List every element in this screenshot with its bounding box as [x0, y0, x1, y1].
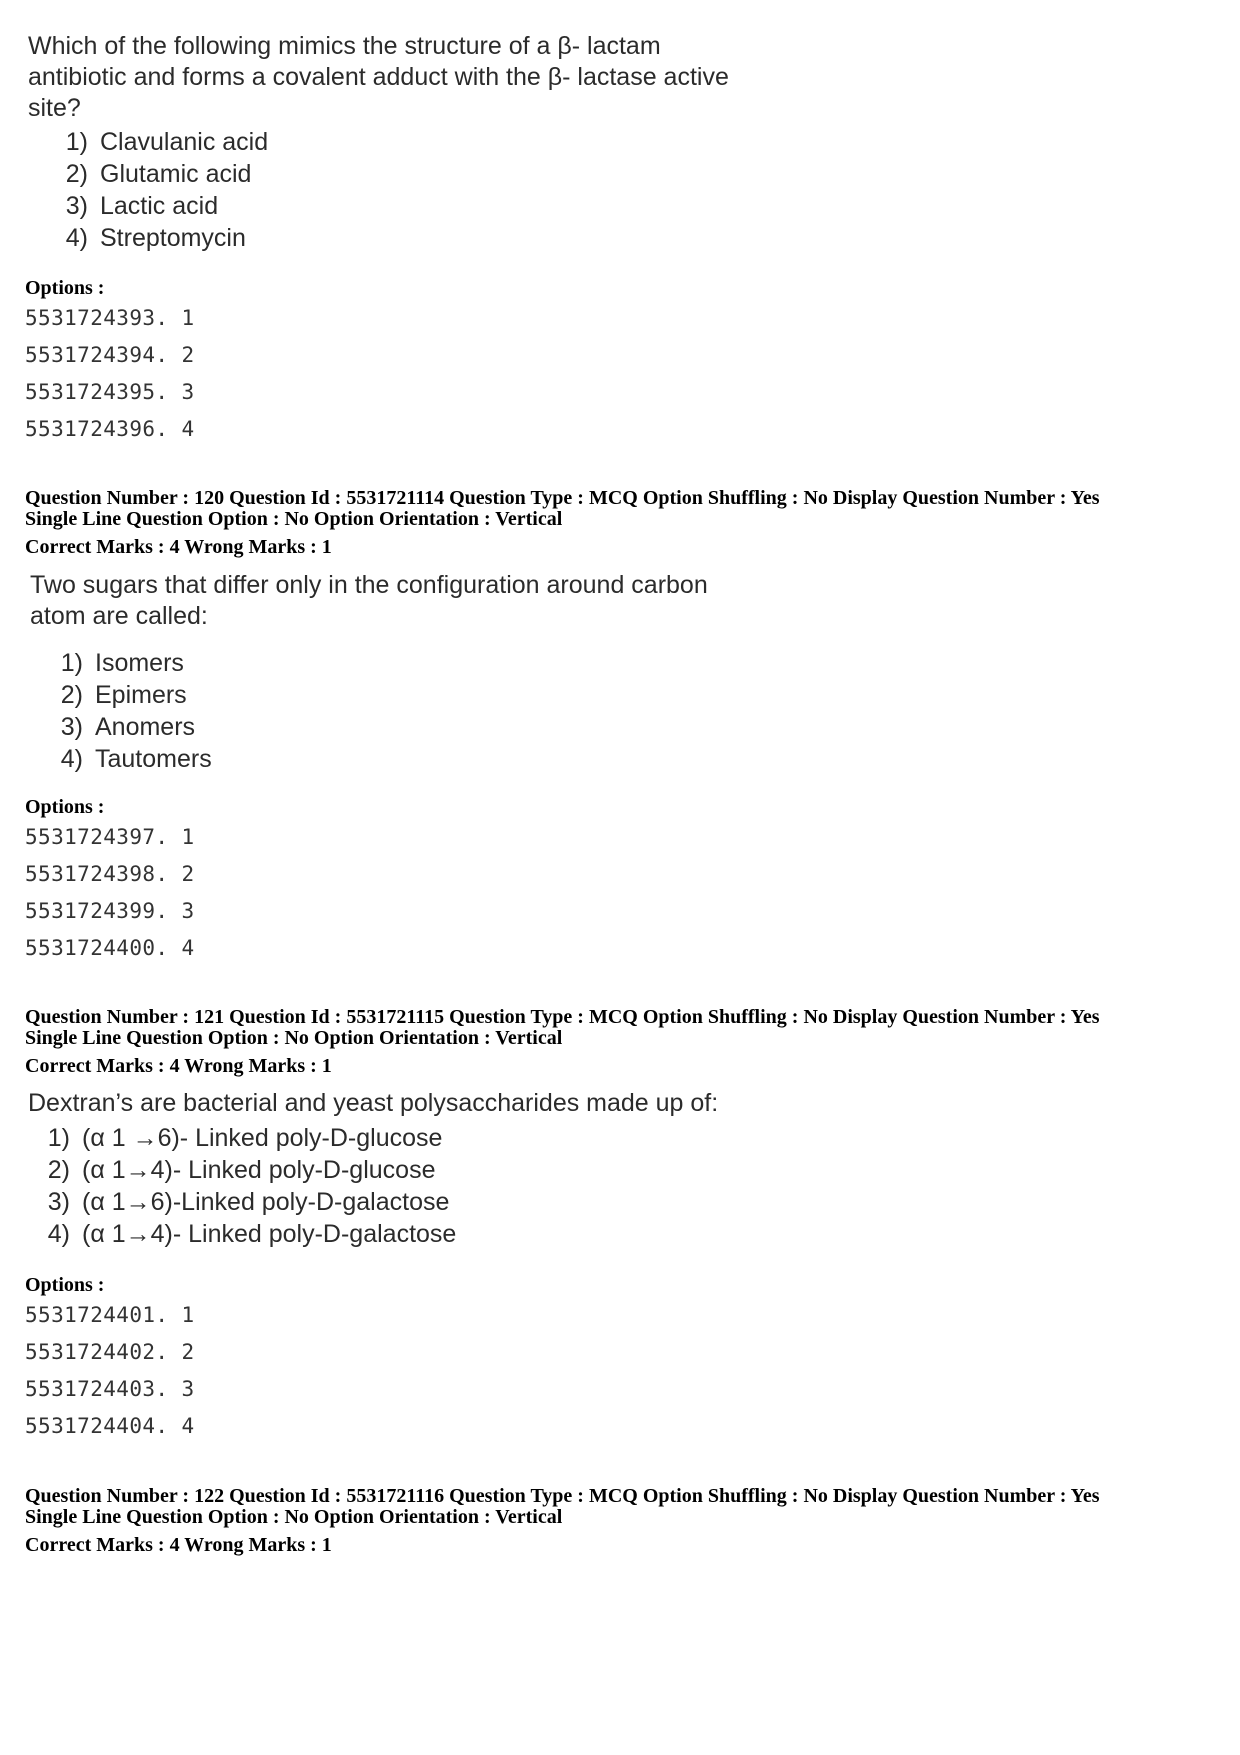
option-id: 5531724397. 1: [25, 825, 195, 849]
choice-number: 1): [60, 649, 83, 677]
question-120-marks: Correct Marks : 4 Wrong Marks : 1: [25, 536, 332, 558]
option-id: 5531724401. 1: [25, 1303, 195, 1327]
choice-text: (α 1→4)- Linked poly-D-galactose: [82, 1220, 457, 1248]
choice-text: Isomers: [95, 649, 184, 677]
choice-number: 1): [47, 1124, 70, 1152]
question-119-stem-line-3: site?: [28, 94, 81, 122]
question-119-choice-3: [50, 194, 218, 219]
choice-number: 2): [65, 160, 88, 188]
choice-text: Epimers: [95, 681, 187, 709]
question-121-marks: Correct Marks : 4 Wrong Marks : 1: [25, 1055, 332, 1077]
question-120-stem-line-2: atom are called:: [30, 602, 208, 630]
choice-text: Lactic acid: [100, 192, 219, 220]
question-121-meta-line-1: Question Number : 121 Question Id : 5531721115 Question Type : MCQ Option Shuffling : No Display Question Number : Yes: [25, 1006, 1100, 1028]
choice-text: (α 1→4)- Linked poly-D-glucose: [82, 1156, 436, 1184]
question-120-choice-1: [45, 651, 184, 676]
option-id: 5531724404. 4: [25, 1414, 195, 1438]
question-121-meta-line-2: Single Line Question Option : No Option Orientation : Vertical: [25, 1027, 563, 1049]
question-121-stem-line-1: Dextran’s are bacterial and yeast polysaccharides made up of:: [28, 1089, 719, 1117]
choice-number: 4): [47, 1220, 70, 1248]
choice-number: 3): [47, 1188, 70, 1216]
choice-number: 2): [47, 1156, 70, 1184]
choice-number: 1): [65, 128, 88, 156]
option-id: 5531724399. 3: [25, 899, 195, 923]
question-121-choice-2: [32, 1158, 435, 1183]
question-120-meta-line-2: Single Line Question Option : No Option Orientation : Vertical: [25, 508, 563, 530]
choice-text: Clavulanic acid: [100, 128, 269, 156]
question-122-meta-line-2: Single Line Question Option : No Option Orientation : Vertical: [25, 1506, 563, 1528]
question-120-choice-4: [45, 747, 212, 772]
choice-number: 2): [60, 681, 83, 709]
question-120-choice-2: [45, 683, 187, 708]
question-120-choice-3: [45, 715, 195, 740]
question-119-choice-2: [50, 162, 251, 187]
option-id: 5531724395. 3: [25, 380, 195, 404]
question-119-choice-4: [50, 226, 246, 251]
options-label: Options :: [25, 796, 105, 818]
choice-number: 4): [60, 745, 83, 773]
options-label: Options :: [25, 1274, 105, 1296]
choice-text: Anomers: [95, 713, 196, 741]
question-122-meta-line-1: Question Number : 122 Question Id : 5531721116 Question Type : MCQ Option Shuffling : No Display Question Number : Yes: [25, 1485, 1100, 1507]
choice-text: Glutamic acid: [100, 160, 252, 188]
option-id: 5531724400. 4: [25, 936, 195, 960]
question-119-choice-1: [50, 130, 268, 155]
question-121-choice-4: [32, 1222, 456, 1247]
option-id: 5531724394. 2: [25, 343, 195, 367]
choice-number: 3): [60, 713, 83, 741]
question-119-stem-line-2: antibiotic and forms a covalent adduct with the β- lactase active: [28, 63, 729, 91]
question-121-choice-3: [32, 1190, 449, 1215]
question-121-choice-1: [32, 1126, 442, 1151]
option-id: 5531724393. 1: [25, 306, 195, 330]
options-label: Options :: [25, 277, 105, 299]
question-119-stem-line-1: Which of the following mimics the structure of a β- lactam: [28, 32, 661, 60]
question-120-meta-line-1: Question Number : 120 Question Id : 5531721114 Question Type : MCQ Option Shuffling : No Display Question Number : Yes: [25, 487, 1100, 509]
option-id: 5531724398. 2: [25, 862, 195, 886]
choice-text: Streptomycin: [100, 224, 246, 252]
question-120-stem-line-1: Two sugars that differ only in the configuration around carbon: [30, 571, 708, 599]
choice-text: Tautomers: [95, 745, 212, 773]
option-id: 5531724403. 3: [25, 1377, 195, 1401]
option-id: 5531724402. 2: [25, 1340, 195, 1364]
choice-number: 3): [65, 192, 88, 220]
choice-text: (α 1→6)-Linked poly-D-galactose: [82, 1188, 450, 1216]
question-122-marks: Correct Marks : 4 Wrong Marks : 1: [25, 1534, 332, 1556]
choice-text: (α 1 →6)- Linked poly-D-glucose: [82, 1124, 443, 1152]
choice-number: 4): [65, 224, 88, 252]
option-id: 5531724396. 4: [25, 417, 195, 441]
